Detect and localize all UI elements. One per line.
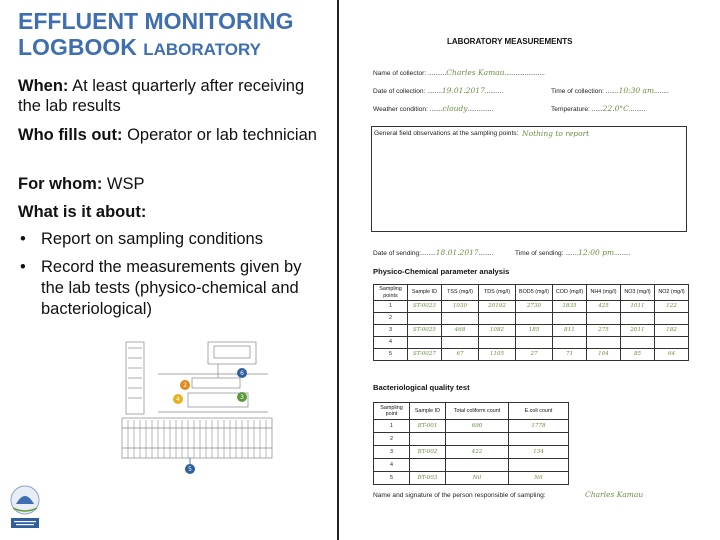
whom-paragraph (18, 174, 328, 194)
date-sending-tail: ........ (478, 250, 494, 257)
table-cell: 1030 (442, 301, 479, 313)
table-cell: 1105 (479, 349, 516, 361)
title-line-1: EFFLUENT MONITORING (18, 8, 294, 34)
marker-label: 6 (240, 370, 244, 378)
table-cell: BT-003 (410, 472, 446, 485)
when-paragraph (18, 76, 328, 116)
table-cell: 2 (374, 313, 408, 325)
time-sending-value: 12:00 pm (578, 248, 615, 257)
who-text: Operator or lab technician (127, 126, 317, 144)
table-cell (408, 313, 442, 325)
table-cell (446, 459, 509, 472)
organization-logo-icon (4, 482, 46, 534)
temperature-tail: ......... (628, 106, 646, 113)
table-cell (509, 433, 569, 446)
physchem-header-cell: COD (mg/l) (553, 285, 587, 301)
table-row (374, 472, 569, 485)
sheet-heading: LABORATORY MEASUREMENTS (447, 37, 573, 46)
observations-value: Nothing to report (522, 129, 590, 138)
physchem-table (373, 284, 689, 361)
signature-label: Name and signature of the person responsible of sampling: (373, 492, 546, 499)
observations-label: General field observations at the sampling points: (374, 130, 519, 137)
table-cell: 1011 (621, 301, 655, 313)
table-cell: 185 (516, 325, 553, 337)
table-cell: 1835 (553, 301, 587, 313)
time-collection-value: 10:30 am (618, 86, 655, 95)
weather-tail: .............. (467, 106, 494, 113)
bact-header-cell: Total coliform count (446, 403, 509, 420)
table-cell: 1 (374, 301, 408, 313)
table-cell: 67 (442, 349, 479, 361)
table-cell: 690 (446, 420, 509, 433)
title-laboratory: LABORATORY (143, 40, 261, 59)
signature-value: Charles Kamau (585, 490, 644, 499)
date-collection-value: 19.01.2017 (441, 86, 485, 95)
table-row (374, 325, 689, 337)
table-cell: 182 (655, 325, 689, 337)
table-cell: ST-0025 (408, 325, 442, 337)
collector-value: Charles Kamau (446, 68, 505, 77)
date-sending-value: 18.01.2017 (435, 248, 479, 257)
table-cell: ST-0027 (408, 349, 442, 361)
marker-label: 5 (188, 466, 192, 474)
who-paragraph (18, 125, 328, 145)
time-collection-row (551, 86, 669, 95)
table-cell (621, 337, 655, 349)
table-cell (516, 337, 553, 349)
table-cell (408, 337, 442, 349)
temperature-row (551, 104, 645, 113)
table-row (374, 301, 689, 313)
table-cell (621, 313, 655, 325)
table-cell: 5 (374, 349, 408, 361)
physchem-header-row (374, 285, 689, 301)
table-row (374, 446, 569, 459)
physchem-title: Physico-Chemical parameter analysis (373, 267, 510, 276)
table-cell: 275 (587, 325, 621, 337)
weather-value: cloudy (442, 104, 468, 113)
logbook-sheet (337, 0, 720, 540)
bact-title: Bacteriological quality test (373, 383, 470, 392)
physchem-header-cell: Sample ID (408, 285, 442, 301)
marker-label: 2 (183, 382, 187, 390)
table-cell (509, 459, 569, 472)
whom-text: WSP (106, 175, 145, 193)
table-row (374, 337, 689, 349)
bullet-text: Record the measurements given by the lab tests (physico-chemical and bacteriological) (41, 258, 302, 318)
whom-label: For whom: (18, 175, 103, 193)
table-cell: 422 (446, 446, 509, 459)
table-cell: 1778 (509, 420, 569, 433)
table-cell (410, 433, 446, 446)
table-row (374, 313, 689, 325)
date-collection-row (373, 86, 503, 95)
date-sending-row (373, 248, 493, 257)
table-cell (442, 313, 479, 325)
collector-row (373, 68, 545, 77)
table-cell: 4 (374, 459, 410, 472)
table-row (374, 459, 569, 472)
table-cell: 3 (374, 446, 410, 459)
plant-schematic (118, 338, 278, 478)
table-cell: 5 (374, 472, 410, 485)
table-cell: 64 (655, 349, 689, 361)
date-collection-tail: .......... (484, 88, 504, 95)
marker-label: 3 (240, 394, 244, 402)
table-cell: 71 (553, 349, 587, 361)
table-cell (553, 313, 587, 325)
table-cell (655, 313, 689, 325)
who-label: Who fills out: (18, 126, 123, 144)
time-sending-row (515, 248, 631, 257)
table-cell: 104 (587, 349, 621, 361)
table-cell (479, 313, 516, 325)
collector-tail: ...................... (504, 70, 545, 77)
date-collection-label: Date of collection: ........ (373, 88, 442, 95)
bullet-dot: • (20, 230, 26, 248)
table-cell: 2730 (516, 301, 553, 313)
temperature-value: 22.0°C (602, 104, 629, 113)
observations-box (371, 126, 687, 232)
physchem-header-cell: NO3 (mg/l) (621, 285, 655, 301)
table-cell (553, 337, 587, 349)
table-cell: 1082 (479, 325, 516, 337)
table-cell: 2 (374, 433, 410, 446)
table-cell: ST-0023 (408, 301, 442, 313)
time-collection-label: Time of collection: ....... (551, 88, 619, 95)
physchem-header-cell: TSS (mg/l) (442, 285, 479, 301)
table-cell: Nil (509, 472, 569, 485)
table-cell (587, 337, 621, 349)
slide-title (18, 8, 338, 63)
table-cell: 468 (442, 325, 479, 337)
table-cell: 20192 (479, 301, 516, 313)
table-cell: 4 (374, 337, 408, 349)
table-cell (587, 313, 621, 325)
bullet-dot: • (20, 258, 26, 276)
bullet-text: Report on sampling conditions (41, 230, 263, 248)
bact-header-cell: Sampling point (374, 403, 410, 420)
table-cell (479, 337, 516, 349)
table-cell: 122 (655, 301, 689, 313)
table-cell: 27 (516, 349, 553, 361)
table-cell (516, 313, 553, 325)
bact-table (373, 402, 569, 485)
table-cell: 425 (587, 301, 621, 313)
physchem-header-cell: BOD5 (mg/l) (516, 285, 553, 301)
time-sending-tail: ......... (614, 250, 631, 257)
physchem-header-cell: TDS (mg/l) (479, 285, 516, 301)
table-cell: Nil (446, 472, 509, 485)
table-cell: 1 (374, 420, 410, 433)
title-logbook: LOGBOOK (18, 34, 137, 60)
physchem-header-cell: Sampling points (374, 285, 408, 301)
table-cell: 134 (509, 446, 569, 459)
what-paragraph (18, 202, 328, 222)
marker-label: 4 (176, 396, 180, 404)
temperature-label: Temperature: ...... (551, 106, 603, 113)
weather-row (373, 104, 493, 113)
table-cell: BT-002 (410, 446, 446, 459)
physchem-header-cell: NO2 (mg/l) (655, 285, 689, 301)
table-cell (655, 337, 689, 349)
table-cell (446, 433, 509, 446)
time-sending-label: Time of sending: ....... (515, 250, 579, 257)
table-row (374, 433, 569, 446)
table-row (374, 349, 689, 361)
time-collection-tail: ........ (654, 88, 669, 95)
table-cell: 811 (553, 325, 587, 337)
table-cell (442, 337, 479, 349)
table-cell: 3 (374, 325, 408, 337)
bact-header-row (374, 403, 569, 420)
bact-header-cell: E.coli count (509, 403, 569, 420)
bact-header-cell: Sample ID (410, 403, 446, 420)
table-cell: 85 (621, 349, 655, 361)
what-label: What is it about: (18, 203, 147, 221)
table-cell: BT-001 (410, 420, 446, 433)
weather-label: Weather condition: ....... (373, 106, 443, 113)
table-row (374, 420, 569, 433)
collector-label: Name of collector: .......... (373, 70, 447, 77)
physchem-header-cell: NH4 (mg/l) (587, 285, 621, 301)
date-sending-label: Date of sending:........ (373, 250, 436, 257)
when-label: When: (18, 77, 69, 95)
table-cell: 2011 (621, 325, 655, 337)
table-cell (410, 459, 446, 472)
title-line-2 (18, 34, 338, 63)
when-text: At least quarterly after receiving the lab results (18, 77, 305, 115)
